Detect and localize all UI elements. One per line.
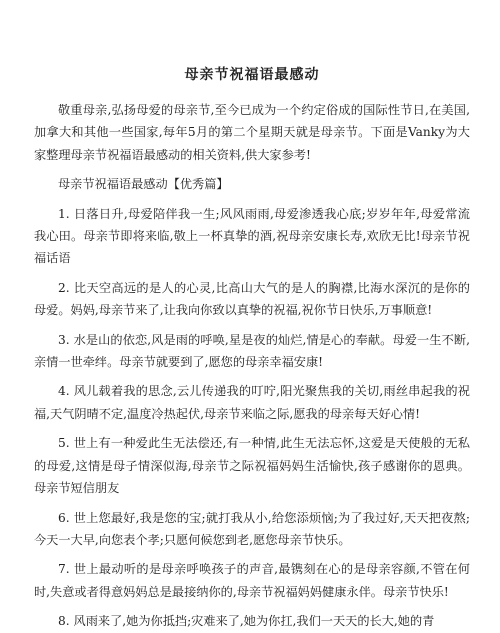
section-heading: 母亲节祝福语最感动【优秀篇】 <box>58 177 229 192</box>
list-item: 2. 比天空高远的是人的心灵,比高山大气的是人的胸襟,比海水深沉的是你的母爱。妈妈,母亲节来了,让我向你致以真挚的祝福,祝你节日快乐,万事顺意! <box>34 280 470 318</box>
list-item: 7. 世上最动听的是母亲呼唤孩子的声音,最镌刻在心的是母亲容颜,不管在何时,失意或者得意妈妈总是最接纳你的,母亲节祝福妈妈健康永伴。母亲节快乐! <box>34 562 470 599</box>
list-item: 1. 日落日升,母爱陪伴我一生;风风雨雨,母爱渗透我心底;岁岁年年,母爱常流我心田。母亲节即将来临,敬上一杯真挚的酒,祝母亲安康长寿,欢欣无比!母亲节祝福话语 <box>34 206 470 266</box>
list-item: 4. 风儿载着我的思念,云儿传递我的叮咛,阳光聚焦我的关切,雨丝串起我的祝福,天气阴晴不定,温度冷热起伏,母亲节来临之际,愿我的母亲每天好心情! <box>34 384 470 421</box>
document-title: 母亲节祝福语最感动 <box>184 67 320 83</box>
list-item: 3. 水是山的依恋,风是雨的呼唤,星是夜的灿烂,情是心的奉献。母爱一生不断,亲情一世牵绊。母亲节就要到了,愿您的母亲幸福安康! <box>34 332 470 370</box>
list-item: 5. 世上有一种爱此生无法偿还,有一种情,此生无法忘怀,这爱是天使般的无私的母爱,这情是母子情深似海,母亲节之际祝福妈妈生活愉快,孩子感谢你的恩典。母亲节短信朋友 <box>34 436 470 496</box>
intro-paragraph: 敬重母亲,弘扬母爱的母亲节,至今已成为一个约定俗成的国际性节日,在美国,加拿大和其他一些国家,每年5月的第二个星期天就是母亲节。下面是Vanky为大家整理母亲节祝福语最感动的相关资料,供大家参考! <box>34 103 470 162</box>
list-item: 8. 风雨来了,她为你抵挡;灾难来了,她为你扛,我们一天天的长大,她的青 <box>58 614 435 629</box>
list-item: 6. 世上您最好,我是您的宝;就打我从小,给您添烦恼;为了我过好,天天把夜熬;今天一大早,向您表个孝;只愿何候您到老,愿您母亲节快乐。 <box>34 510 470 547</box>
